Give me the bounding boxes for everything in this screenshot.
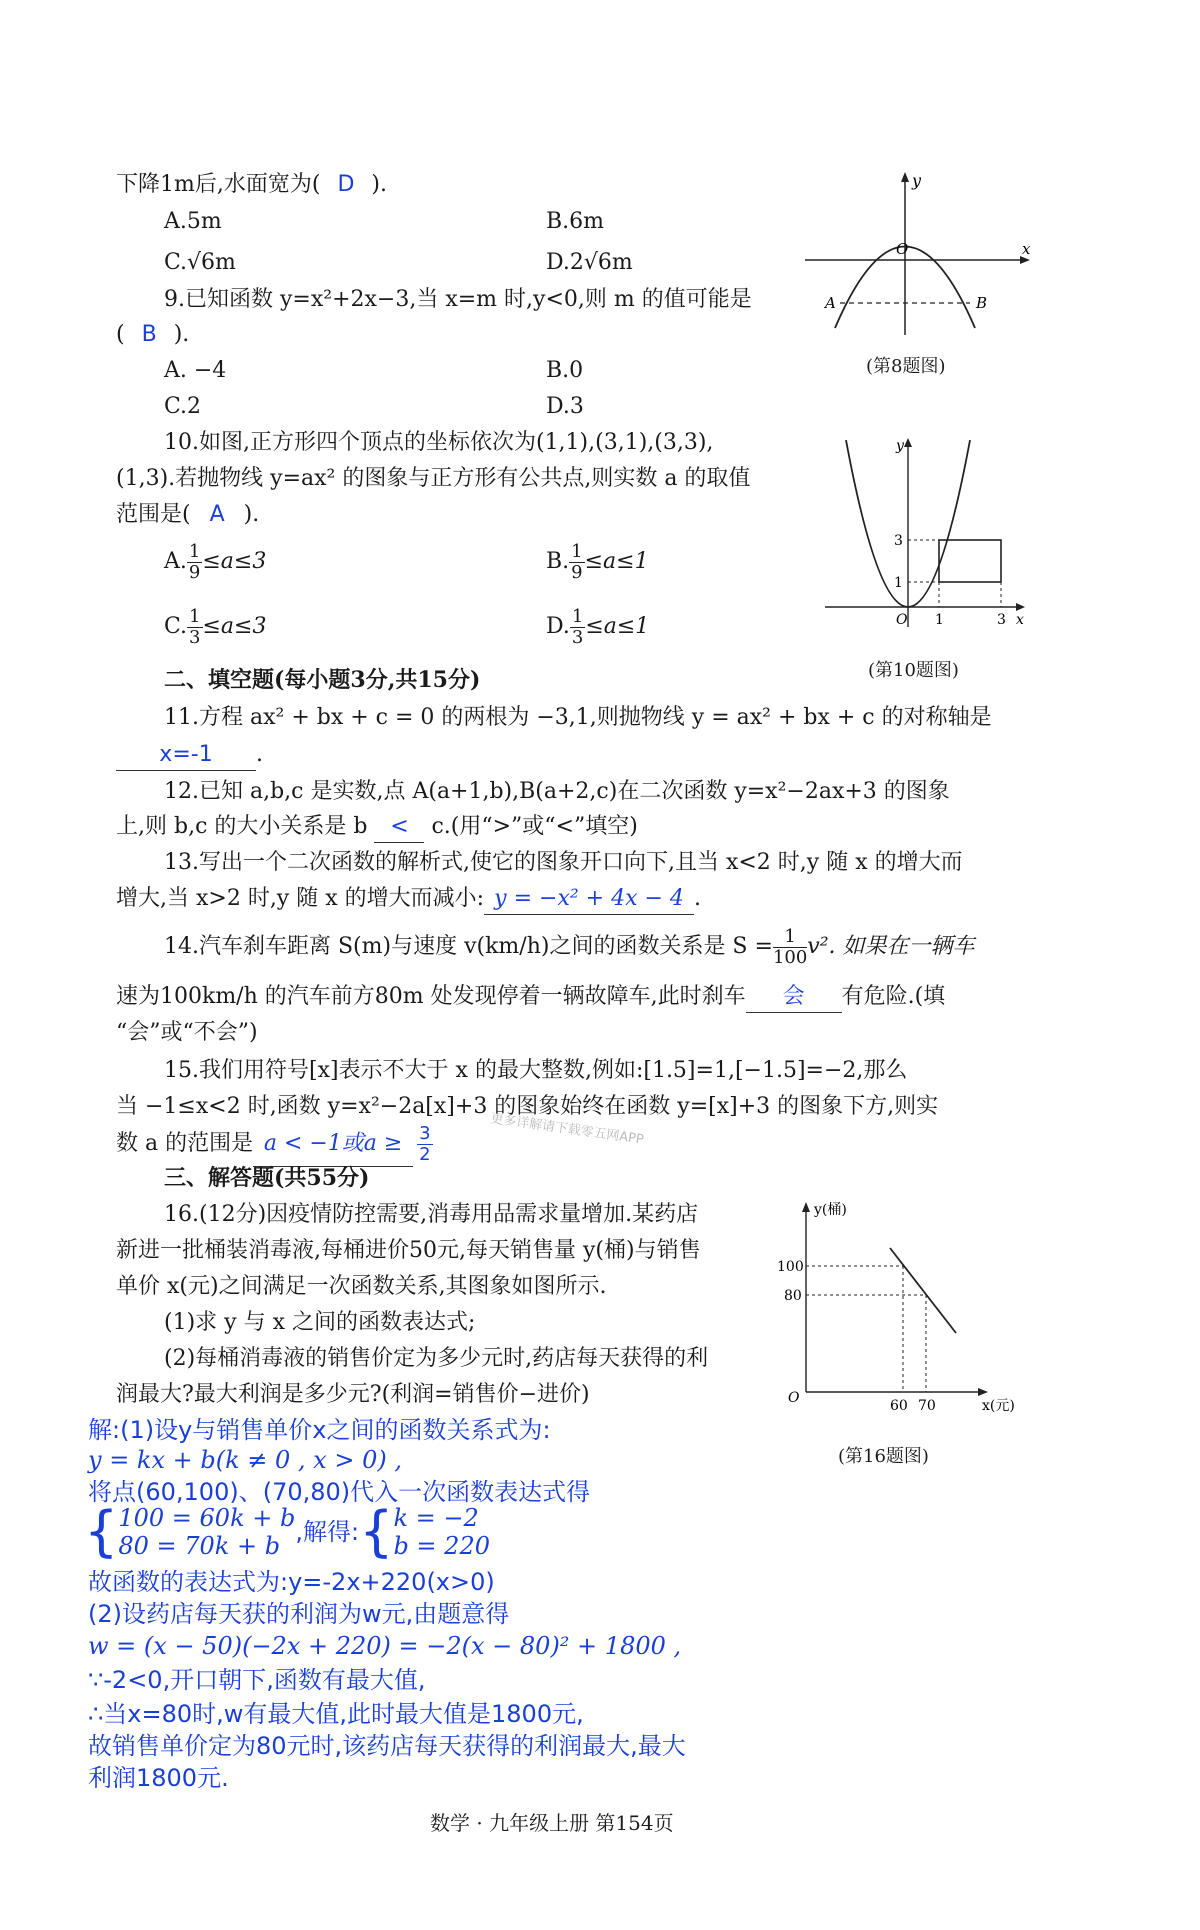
solution-system: { 100 = 60k + b 80 = 70k + b ,解得:{ k = −2 b = 220 xyxy=(84,1500,490,1563)
q16-line2: 新进一批桶装消毒液,每桶进价50元,每天销售量 y(桶)与销售 xyxy=(116,1238,701,1263)
q8-line xyxy=(116,170,387,200)
q15-line3: 数 a 的范围是 a < −1或a ≥ $\frac{3}{2}$ xyxy=(116,1122,433,1167)
q16-label-o: O xyxy=(788,1390,800,1406)
q9-line2 xyxy=(116,320,189,350)
q9-option-d: D.3 xyxy=(546,394,584,419)
solution-line5: (2)设药店每天获的利润为w元,由题意得 xyxy=(88,1600,510,1628)
q9-option-c: C.2 xyxy=(164,394,202,419)
q10-line1: 10.如图,正方形四个顶点的坐标依次为(1,1),(3,1),(3,3), xyxy=(164,430,714,455)
q16-line4: (1)求 y 与 x 之间的函数表达式; xyxy=(164,1310,476,1335)
q10-x-arrow xyxy=(1016,603,1025,611)
q8-option-c: C.√6m xyxy=(164,250,236,275)
section3-heading: 三、解答题(共55分) xyxy=(164,1165,370,1191)
q15-line2: 当 −1≤x<2 时,函数 y=x²−2a[x]+3 的图象始终在函数 y=[x]+3 的图象下方,则实 xyxy=(116,1094,939,1119)
q16-line3: 单价 x(元)之间满足一次函数关系,其图象如图所示. xyxy=(116,1274,607,1299)
q10-figure xyxy=(820,432,1040,632)
q8-y-arrow xyxy=(901,172,909,182)
q13-line2: 增大,当 x>2 时,y 随 x 的增大而减小: y = −x² + 4x − 4 . xyxy=(116,884,701,915)
q10-option-b: B. $\frac{1}{9}$ ≤a≤1 xyxy=(546,540,649,583)
q8-close: ). xyxy=(371,172,387,197)
solution-line8: ∴当x=80时,w有最大值,此时最大值是1800元, xyxy=(88,1700,584,1728)
q16-tick-x60: 60 xyxy=(890,1398,908,1414)
q13-answer: y = −x² + 4x − 4 xyxy=(494,886,684,911)
q10-figure-caption: (第10题图) xyxy=(868,660,959,681)
q16-tick-y100: 100 xyxy=(777,1259,804,1275)
q14-line2: 速为100km/h 的汽车前方80m 处发现停着一辆故障车,此时刹车 会 有危险.(填 xyxy=(116,982,945,1013)
q8-label-x: x xyxy=(1022,240,1031,258)
q10-option-a: A. $\frac{1}{9}$ ≤a≤3 xyxy=(164,540,267,583)
q10-line3 xyxy=(116,500,259,530)
q16-figure-caption: (第16题图) xyxy=(838,1446,929,1467)
q10-line2: (1,3).若抛物线 y=ax² 的图象与正方形有公共点,则实数 a 的取值 xyxy=(116,466,751,491)
q16-tick-y80: 80 xyxy=(784,1288,802,1304)
q16-x-arrow xyxy=(978,1388,988,1396)
q10-answer: A xyxy=(209,502,225,527)
q16-line1: 16.(12分)因疫情防控需要,消毒用品需求量增加.某药店 xyxy=(164,1202,699,1227)
section2-heading: 二、填空题(每小题3分,共15分) xyxy=(164,667,481,693)
q9-answer: B xyxy=(141,322,157,347)
q16-tick-x70: 70 xyxy=(918,1398,936,1414)
q10-label-y: y xyxy=(896,438,904,454)
page-footer: 数学 · 九年级上册 第154页 xyxy=(430,1811,674,1835)
q9-line1: 9.已知函数 y=x²+2x−3,当 x=m 时,y<0,则 m 的值可能是 xyxy=(164,287,752,312)
q10-label-o: O xyxy=(896,612,908,628)
q16-line6: 润最大?最大利润是多少元?(利润=销售价−进价) xyxy=(116,1382,590,1407)
q11-line2: x=-1 . xyxy=(116,740,263,771)
solution-line2: y = kx + b(k ≠ 0 , x > 0) , xyxy=(88,1446,402,1474)
solution-line7: ∵-2<0,开口朝下,函数有最大值, xyxy=(88,1666,426,1694)
q10-label-x: x xyxy=(1016,612,1024,628)
q15-answer-frac: $\frac{3}{2}$ xyxy=(419,1122,431,1165)
q12-line2: 上,则 b,c 的大小关系是 b < c.(用“>”或“<”填空) xyxy=(116,812,638,843)
q9-open: ( xyxy=(116,322,125,347)
q13-line1: 13.写出一个二次函数的解析式,使它的图象开口向下,且当 x<2 时,y 随 x 的增大而 xyxy=(164,850,963,875)
q9-option-a: A. −4 xyxy=(164,358,227,383)
q15-line1: 15.我们用符号[x]表示不大于 x 的最大整数,例如:[1.5]=1,[−1.5]=−2,那么 xyxy=(164,1058,908,1083)
q16-label-y: y(桶) xyxy=(814,1202,847,1218)
q10-tick-y1: 1 xyxy=(894,575,903,591)
q10-tick-x1: 1 xyxy=(935,612,944,628)
q14-line1: 14.汽车刹车距离 S(m)与速度 v(km/h)之间的函数关系是 S = $\frac{1}{100}$ v². 如果在一辆车 xyxy=(164,925,975,968)
q11-line1: 11.方程 ax² + bx + c = 0 的两根为 −3,1,则抛物线 y = ax² + bx + c 的对称轴是 xyxy=(164,705,992,730)
q12-answer: < xyxy=(390,814,409,839)
q9-option-b: B.0 xyxy=(546,358,584,383)
q11-answer: x=-1 xyxy=(159,742,213,767)
q8-label-o: O xyxy=(896,240,909,258)
q9-close: ). xyxy=(173,322,190,347)
solution-line9: 故销售单价定为80元时,该药店每天获得的利润最大,最大 xyxy=(88,1732,686,1760)
q8-label-b: B xyxy=(976,294,988,312)
q8-option-b: B.6m xyxy=(546,209,605,234)
q15-answer: a < −1或a ≥ xyxy=(263,1131,403,1156)
solution-line6: w = (x − 50)(−2x + 220) = −2(x − 80)² + 1800 , xyxy=(88,1632,682,1660)
q12-line1: 12.已知 a,b,c 是实数,点 A(a+1,b),B(a+2,c)在二次函数 y=x²−2ax+3 的图象 xyxy=(164,779,950,804)
solution-line4: 故函数的表达式为:y=-2x+220(x>0) xyxy=(88,1568,495,1596)
watermark: 更多详解请下载零五网APP xyxy=(489,1111,645,1148)
q8-figure xyxy=(800,170,1040,340)
q8-label-a: A xyxy=(825,294,836,312)
q16-figure xyxy=(777,1196,1050,1416)
q10-close: ). xyxy=(243,502,260,527)
q10-tick-y3: 3 xyxy=(894,533,903,549)
q14-answer: 会 xyxy=(782,984,805,1009)
q16-line5: (2)每桶消毒液的销售价定为多少元时,药店每天获得的利 xyxy=(164,1346,709,1371)
solution-line10: 利润1800元. xyxy=(88,1764,229,1792)
q10-tick-x3: 3 xyxy=(997,612,1006,628)
q10-y-arrow xyxy=(904,438,912,447)
q8-option-d: D.2√6m xyxy=(546,250,633,275)
q10-option-c: C. $\frac{1}{3}$ ≤a≤3 xyxy=(164,605,267,648)
q14-line3: “会”或“不会”) xyxy=(116,1020,258,1045)
solution-line3: 将点(60,100)、(70,80)代入一次函数表达式得 xyxy=(88,1478,591,1506)
q8-text: 下降1m后,水面宽为( xyxy=(116,172,321,197)
solution-line1: 解:(1)设y与销售单价x之间的函数关系式为: xyxy=(88,1416,551,1444)
q16-y-arrow xyxy=(802,1202,810,1212)
q10-option-d: D. $\frac{1}{3}$ ≤a≤1 xyxy=(546,605,650,648)
q16-line xyxy=(890,1248,956,1333)
q10-square xyxy=(939,540,1001,582)
q8-answer: D xyxy=(337,172,355,197)
q8-option-a: A.5m xyxy=(164,209,222,234)
q8-label-y: y xyxy=(912,171,922,190)
q10-line3-text: 范围是( xyxy=(116,502,191,527)
q8-figure-caption: (第8题图) xyxy=(866,356,946,377)
q16-label-x: x(元) xyxy=(982,1398,1015,1414)
